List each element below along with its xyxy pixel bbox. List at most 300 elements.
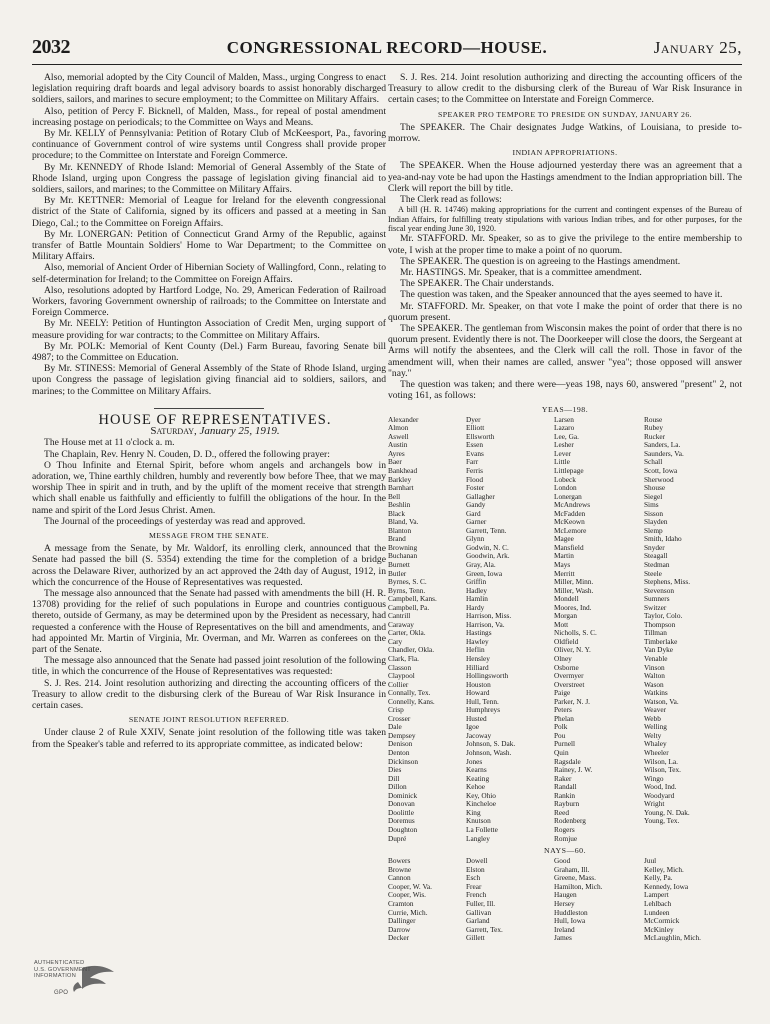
member-name: Lee, Ga. [554, 432, 579, 441]
member-name: Langley [466, 834, 490, 843]
paragraph: The SPEAKER. The Chair understands. [400, 278, 554, 290]
member-name: Cannon [388, 874, 411, 883]
member-name: Jacoway [466, 731, 492, 740]
member-name: Ireland [554, 925, 575, 934]
member-name: Merritt [554, 569, 575, 578]
member-name: Stevenson [644, 586, 674, 595]
stamp-text [34, 960, 91, 980]
member-name: Steagall [644, 552, 668, 561]
senate-message-heading: MESSAGE FROM THE SENATE. [149, 530, 269, 540]
member-name: Sherwood [644, 475, 674, 484]
member-name: Ellsworth [466, 432, 495, 441]
member-name: Keating [466, 774, 490, 783]
member-name: Taylor, Colo. [644, 612, 683, 621]
member-name: Igoe [466, 723, 479, 732]
member-name: Phelan [554, 714, 574, 723]
paragraph: The SPEAKER. The gentleman from Wisconsin makes the point of order that there is no quorum present. Evidently there is not. The Doorkeeper will close the doors, the Sergeant at Arms will notify the absentees, and the Clerk will call the roll. Those in favor of the amendment will, when their names are called, answer "yea"; those opposed will answer "nay." [388, 323, 742, 379]
member-name: Martin [554, 552, 574, 561]
member-name: Young, N. Dak. [644, 808, 690, 817]
member-name: Humphreys [466, 706, 501, 715]
member-name: Darrow [388, 925, 411, 934]
member-name: Classon [388, 663, 412, 672]
joint-resolution-paragraph: Under clause 2 of Rule XXIV, Senate joint resolution of the following title was taken from the Speaker's table and referred to its appropriate committee, as indicated below: [32, 727, 386, 750]
house-title: HOUSE OF REPRESENTATIVES. [98, 411, 332, 428]
paragraph: The Journal of the proceedings of yesterday was read and approved. [44, 515, 306, 527]
member-name: Cary [388, 637, 403, 646]
member-name: Magee [554, 535, 574, 544]
member-name: Welling [644, 723, 667, 732]
petitions-section [32, 72, 386, 397]
member-name: Morgan [554, 612, 577, 621]
paragraph: S. J. Res. 214. Joint resolution authorizing and directing the accounting officers of the Treasury to allow credit to the disbursing clerk of the Bureau of War Risk Insurance in certain cases. [32, 677, 386, 711]
member-name: Dupré [388, 834, 407, 843]
member-name: Doolittle [388, 808, 414, 817]
member-name: McFadden [554, 509, 586, 518]
member-name: Kelly, Pa. [644, 874, 673, 883]
member-name: Connelly, Kans. [388, 697, 435, 706]
member-name: Garrett, Tenn. [466, 526, 507, 535]
member-name: Lehlbach [644, 899, 672, 908]
section-divider [154, 408, 264, 409]
member-name: Walton [644, 672, 665, 681]
paragraph: The Clerk read as follows: [400, 194, 502, 206]
member-name: Campbell, Kans. [388, 595, 437, 604]
paragraph: The SPEAKER. When the House adjourned yesterday there was an agreement that a yea-and-nay vote be had upon the Hastings amendment to the Indian appropriation bill. The Clerk will report the bill by title. [388, 160, 742, 194]
paragraph: The House met at 11 o'clock a. m. [44, 437, 175, 449]
member-name: Stephens, Miss. [644, 578, 691, 587]
nays-heading: NAYS—60. [543, 846, 587, 856]
yeas-heading: YEAS—198. [541, 404, 589, 414]
joint-resolution-heading: SENATE JOINT RESOLUTION REFERRED. [128, 715, 290, 725]
member-name: Kelley, Mich. [644, 865, 684, 874]
member-name: Hersey [554, 899, 575, 908]
indian-appropriations-heading: INDIAN APPROPRIATIONS. [512, 148, 618, 158]
paragraph: The SPEAKER. The Chair designates Judge Watkins, of Louisiana, to preside to-morrow. [388, 121, 742, 145]
session-date-value: January 25, 1919. [199, 425, 280, 438]
member-name: Chandler, Okla. [388, 646, 435, 655]
member-name: Lampert [644, 891, 669, 900]
member-name: Farr [466, 458, 479, 467]
member-name: Oldfield [554, 637, 579, 646]
member-name: Vinson [644, 663, 665, 672]
member-name: Timberlake [644, 637, 678, 646]
member-name: Nicholls, S. C. [554, 629, 597, 638]
member-name: Wood, Ind. [644, 783, 677, 792]
member-name: Essen [466, 441, 484, 450]
member-name: Wason [644, 680, 664, 689]
member-name: Evans [466, 449, 484, 458]
member-name: Bowers [388, 857, 411, 866]
member-name: Mansfield [554, 543, 584, 552]
quorum-debate [388, 233, 742, 401]
member-name: Buchanan [388, 552, 418, 561]
member-name: Fuller, Ill. [466, 899, 496, 908]
member-name: Lobeck [554, 475, 576, 484]
member-name: Rayburn [554, 800, 580, 809]
member-name: Overstreet [554, 680, 585, 689]
member-name: London [554, 484, 577, 493]
paragraph: By Mr. LONERGAN: Petition of Connecticut Grand Army of the Republic, against transfer of Battle Mountain Soldiers' Home to War Department; to the Committee on Military Affairs. [32, 228, 386, 263]
member-name: Moores, Ind. [554, 603, 592, 612]
member-name: Browning [388, 543, 418, 552]
member-name: Stedman [644, 561, 670, 569]
member-name: Miller, Wash. [554, 586, 594, 595]
member-name: Hull, Iowa [554, 917, 586, 926]
paragraph: By Mr. KETTNER: Memorial of League for Ireland for the eleventh congressional district of the State of California, signed by its officers and passed at a meeting in San Diego, Cal.; to the Committee on Foreign Affairs. [32, 195, 386, 229]
member-name: Carter, Okla. [388, 629, 426, 638]
member-name: Reed [554, 808, 569, 817]
member-name: Mays [554, 561, 571, 569]
member-name: McKinley [644, 925, 674, 934]
member-name: Scott, Iowa [644, 466, 678, 475]
senate-message-section [32, 543, 386, 711]
paragraph: By Mr. NEELY: Petition of Huntington Association of Credit Men, urging support of measure providing for war contracts; to the Committee on Military Affairs. [32, 318, 386, 341]
paragraph: O Thou Infinite and Eternal Spirit, before whom angels and archangels bow in adoration, we, Thine earthly children, humbly and reverently bow before Thee, that we may worship Thee in spirit and in truth, and by the uplift of the moment receive that strength which shall enable us faithfully and efficiently to fulfill the obligations of the hour. In the name and spirit of the Lord Jesus Christ. Amen. [32, 459, 386, 516]
member-name: Schall [644, 458, 663, 467]
paragraph: Also, petition of Percy F. Bicknell, of Malden, Mass., for repeal of postal amendment increasing postage on periodicals; to the Committee on Ways and Means. [32, 105, 386, 128]
member-name: Slemp [644, 526, 663, 535]
member-name: Venable [644, 655, 668, 664]
member-name: Hilliard [466, 663, 489, 672]
member-name: Larsen [554, 415, 574, 424]
member-name: Dill [388, 774, 400, 783]
member-name: Lazaro [554, 424, 575, 433]
paragraph: The Chaplain, Rev. Henry N. Couden, D. D., offered the following prayer: [44, 448, 330, 460]
member-name: Webb [644, 714, 661, 723]
paragraph: By Mr. STINESS: Memorial of General Assembly of the State of Rhode Island, urging upon Congress the passage of legislation giving financial aid to soldiers, sailors, and marines; to the Committee on Military Affairs. [32, 363, 386, 397]
member-name: Lever [554, 449, 572, 458]
member-name: McCormick [644, 917, 680, 926]
member-name: Harrison, Miss. [466, 612, 512, 621]
member-name: Kincheloe [466, 800, 496, 809]
member-name: Dale [388, 723, 402, 732]
member-name: Steele [644, 569, 662, 578]
member-name: Almon [388, 424, 409, 433]
header-date: January 25, [653, 38, 742, 57]
member-name: Gard [466, 509, 481, 518]
member-name: Crosser [388, 714, 411, 723]
member-name: Woodyard [644, 791, 675, 800]
member-name: Sanders, La. [644, 441, 681, 450]
member-name: Sumners [644, 595, 670, 604]
member-name: Gandy [466, 501, 486, 510]
member-name: Littlepage [554, 466, 584, 475]
member-name: Gray, Ala. [466, 561, 496, 569]
member-name [644, 835, 742, 844]
member-name: Rainey, J. W. [554, 766, 593, 775]
paragraph: Mr. STAFFORD. Mr. Speaker, on that vote I make the point of order that there is no quorum present. [388, 300, 742, 323]
paragraph: Mr. HASTINGS. Mr. Speaker, that is a committee amendment. [400, 267, 642, 279]
member-name: Tillman [644, 629, 667, 638]
member-name: Hardy [466, 603, 485, 612]
member-name: Hastings [466, 629, 492, 638]
member-name: Garner [466, 518, 487, 527]
paragraph: The message also announced that the Senate had passed joint resolution of the following title, in which the concurrence of the House of Representatives was requested: [32, 655, 386, 678]
member-name: Hamlin [466, 595, 488, 604]
left-column [32, 72, 386, 750]
member-name: Aswell [388, 432, 409, 441]
member-name [644, 826, 742, 835]
member-name: Rouse [644, 415, 663, 424]
member-name: Slayden [644, 518, 668, 527]
paragraph: S. J. Res. 214. Joint resolution authorizing and directing the accounting officers of the Treasury to allow credit to the disbursing clerk of the Bureau of War Risk Insurance in certain cases; to the Committee on Interstate and Foreign Commerce. [388, 72, 742, 106]
member-name: Kehoe [466, 783, 486, 792]
paragraph: Also, memorial of Ancient Order of Hibernian Society of Wallingford, Conn., relating to self-determination for Ireland; to the Committee on Foreign Affairs. [32, 262, 386, 285]
member-name: Harrison, Va. [466, 620, 505, 629]
member-name: Graham, Ill. [554, 865, 590, 874]
member-name: Hensley [466, 655, 490, 664]
member-name: Saunders, Va. [644, 449, 684, 458]
member-name: Young, Tex. [644, 817, 680, 826]
gpo-label: GPO [54, 990, 69, 996]
member-name: King [466, 808, 481, 817]
paragraph: The SPEAKER. The question is on agreeing to the Hastings amendment. [400, 255, 681, 267]
member-name: Rubey [644, 424, 664, 433]
member-name: Foster [466, 484, 485, 493]
member-name: Beshlin [388, 501, 411, 510]
opening-section [32, 437, 386, 527]
member-name: Sisson [644, 509, 664, 518]
member-name: Doremus [388, 817, 415, 826]
member-name: Rankin [554, 791, 576, 800]
member-name: Dowell [466, 857, 488, 866]
member-name: Overmyer [554, 672, 584, 681]
member-name: James [554, 934, 572, 943]
member-name: Wheeler [644, 749, 669, 758]
paragraph: By Mr. KENNEDY of Rhode Island: Memorial of General Assembly of the State of Rhode Island, urging upon Congress the passage of legislation giving financial aid to soldiers, sailors, and marines; to the Committee on Military Affairs. [32, 161, 386, 196]
member-name: Dempsey [388, 731, 416, 740]
member-name: Crisp [388, 706, 404, 715]
member-name: Hull, Tenn. [466, 697, 499, 706]
member-name: Little [554, 458, 570, 467]
member-name: Polk [554, 723, 568, 732]
member-name: Cramton [388, 899, 414, 908]
member-name: Wilson, Tex. [644, 766, 681, 775]
speaker-designation [388, 122, 742, 144]
member-name: Rodenberg [554, 817, 586, 826]
member-name: Raker [554, 774, 572, 783]
member-name: McKeown [554, 518, 585, 527]
member-name: Griffin [466, 578, 487, 587]
member-name: Elliott [466, 424, 485, 433]
member-name: Ferris [466, 466, 484, 475]
member-name: Decker [388, 934, 410, 943]
member-name: Hamilton, Mich. [554, 882, 603, 891]
indian-appropriations-intro [388, 160, 742, 205]
member-name: Clark, Fla. [388, 655, 420, 664]
member-name: Garland [466, 917, 490, 926]
member-name: Romjue [554, 834, 578, 843]
paragraph: The question was taken, and the Speaker announced that the ayes seemed to have it. [400, 289, 723, 301]
member-name: Howard [466, 689, 490, 698]
member-name: Siegel [644, 492, 663, 501]
member-name: Gillett [466, 934, 485, 943]
member-name: Byrnes, S. C. [388, 578, 427, 587]
member-name: Doughton [388, 825, 418, 834]
member-name: Juul [644, 857, 657, 866]
member-name: Greene, Mass. [554, 874, 596, 883]
member-name: Glynn [466, 535, 485, 544]
journal-title: CONGRESSIONAL RECORD—HOUSE. [226, 38, 548, 57]
member-name: Johnson, Wash. [466, 749, 512, 758]
member-name: Butler [388, 569, 407, 578]
member-name: Goodwin, Ark. [466, 552, 510, 561]
member-name: Huddleston [554, 908, 588, 917]
member-name: Dillon [388, 783, 407, 792]
member-name: Baer [388, 458, 402, 467]
member-name: Snyder [644, 543, 665, 552]
member-name: Bankhead [388, 466, 418, 475]
gpo-authentication-stamp [34, 956, 124, 1004]
member-name: Blanton [388, 526, 412, 535]
member-name: Black [388, 509, 406, 518]
member-name: Oliver, N. Y. [554, 646, 591, 655]
member-name: Hadley [466, 586, 488, 595]
member-name: Ragsdale [554, 757, 581, 766]
paragraph: Mr. STAFFORD. Mr. Speaker, so as to give the privilege to the entire membership to vote, I wish at the proper time to make a point of no quorum. [388, 233, 742, 256]
bill-title-text: A bill (H. R. 14746) making appropriations for the current and contingent expenses of the Bureau of Indian Affairs, for fulfilling treaty stipulations with various Indian tribes, and for other purposes, for the fiscal year ending June 30, 1920. [388, 205, 742, 234]
member-name: Paige [554, 689, 571, 698]
member-name: Smith, Idaho [644, 535, 682, 544]
member-name: Dallinger [388, 917, 416, 926]
member-name: Sims [644, 501, 659, 510]
member-name: Watkins [644, 689, 668, 698]
member-name: Brand [388, 535, 406, 544]
member-name: Mott [554, 620, 569, 629]
member-name: Mondell [554, 595, 579, 604]
member-name: Frear [466, 882, 482, 891]
stamp-line: AUTHENTICATED [34, 960, 85, 966]
member-name: Kennedy, Iowa [644, 882, 689, 891]
member-name: Green, Iowa [466, 569, 503, 578]
member-name: Kearns [466, 766, 487, 775]
paragraph: By Mr. KELLY of Pennsylvania: Petition of Rotary Club of McKeesport, Pa., favoring continuance of Government control of wire systems until Congress shall provide proper procedure; to the Committee on Interstate and Foreign Commerce. [32, 128, 386, 162]
member-name: Barkley [388, 475, 412, 484]
member-name: Dyer [466, 415, 481, 424]
member-name: La Follette [466, 825, 498, 834]
member-name: Welty [644, 731, 662, 740]
member-name: Lesher [554, 441, 574, 450]
member-name: Wright [644, 800, 665, 809]
member-name: Elston [466, 865, 485, 874]
member-name: Rucker [644, 432, 666, 441]
member-name: Houston [466, 680, 491, 689]
nays-list [388, 857, 742, 942]
member-name: Bell [388, 492, 401, 501]
member-name: Peters [554, 706, 572, 715]
member-name: French [466, 891, 487, 900]
member-name: Cooper, W. Va. [388, 882, 432, 891]
member-name: Purnell [554, 740, 576, 749]
member-name: Thompson [644, 620, 676, 629]
member-name: Shouse [644, 484, 666, 493]
session-day: Saturday, [150, 425, 197, 438]
paragraph: Also, memorial adopted by the City Council of Malden, Mass., urging Congress to enact legislation requiring draft boards and legal advisory boards to assist honorably discharged soldiers, sailors, and marines to secure employment; to the Committee on Military Affairs. [32, 72, 386, 106]
member-name: Olney [554, 655, 572, 664]
member-name: Weaver [644, 706, 667, 715]
page-header [32, 36, 742, 65]
member-name: Pou [554, 731, 566, 740]
session-date [32, 426, 386, 437]
member-name: Whaley [644, 740, 667, 749]
member-name: Gallagher [466, 492, 495, 501]
member-name: Barnhart [388, 484, 414, 493]
member-name: Burnett [388, 561, 410, 569]
member-name: Gallivan [466, 908, 492, 917]
member-name: Wilson, La. [644, 757, 678, 766]
member-name: Donovan [388, 800, 415, 809]
member-name: Heflin [466, 646, 485, 655]
member-name: Good [554, 857, 571, 866]
paragraph: Also, resolutions adopted by Hartford Lodge, No. 29, American Federation of Railroad Workers, favoring Government ownership of railroads; to the Committee on Interstate and Foreign Commerce. [32, 284, 386, 319]
member-name: Byrns, Tenn. [388, 586, 426, 595]
paragraph: A message from the Senate, by Mr. Waldorf, its enrolling clerk, announced that the Senate had passed the bill (S. 5354) extending the time for the completion of a bridge across the Delaware River, authorized by an act approved the 24th day of August, 1912, in which the concurrence of the House of Representatives was requested. [32, 543, 386, 588]
member-name: Denison [388, 740, 413, 749]
member-name: Dies [388, 766, 402, 775]
member-name: McLaughlin, Mich. [644, 934, 701, 943]
paragraph: The question was taken; and there were—yeas 198, nays 60, answered "present" 2, not voting 161, as follows: [388, 379, 742, 402]
member-name: Ayres [388, 449, 405, 458]
member-name: Campbell, Pa. [388, 603, 430, 612]
yeas-list [388, 416, 742, 843]
member-name: Quin [554, 749, 569, 758]
member-name: Dominick [388, 791, 418, 800]
member-name: Denton [388, 749, 410, 758]
member-name: Van Dyke [644, 646, 673, 655]
member-name: Lonergan [554, 492, 582, 501]
member-name: Caraway [388, 620, 414, 629]
member-name: Wingo [644, 774, 664, 783]
member-name: Esch [466, 874, 481, 883]
member-name: Jones [466, 757, 483, 766]
member-name: Hawley [466, 637, 489, 646]
member-name: Godwin, N. C. [466, 543, 509, 552]
paragraph: The message also announced that the Senate had passed with amendments the bill (H. R. 13708) providing for the relief of such populations in Europe and countries contiguous thereto, outside of Germany, as may be determined upon by the President as necessary, had requested a conference with the House of Representatives on the bill and amendments, and had appointed Mr. Martin of Virginia, Mr. Overman, and Mr. Warren as conferees on the part of the Senate. [32, 587, 386, 655]
joint-resolution-referral [388, 72, 742, 106]
member-name: Connally, Tex. [388, 689, 431, 698]
member-name: Alexander [388, 415, 419, 424]
member-name: Husted [466, 714, 487, 723]
member-name: Claypool [388, 672, 415, 681]
member-name: Osborne [554, 663, 579, 672]
stamp-line: U.S. GOVERNMENT [34, 966, 92, 973]
stamp-line: INFORMATION [34, 973, 77, 979]
member-name: Browne [388, 865, 412, 874]
member-name: Rogers [554, 825, 575, 834]
page-number: 2032 [32, 36, 70, 58]
right-column [388, 72, 742, 943]
paragraph: By Mr. POLK: Memorial of Kent County (Del.) Farm Bureau, favoring Senate bill 4987; to the Committee on Education. [32, 340, 386, 364]
member-name: McLemore [554, 526, 587, 535]
member-name: Cantrill [388, 612, 411, 621]
member-name: Switzer [644, 603, 667, 612]
member-name: Key, Ohio [466, 791, 496, 800]
member-name: Knutson [466, 817, 491, 826]
member-name: Flood [466, 475, 484, 484]
member-name: Cooper, Wis. [388, 891, 426, 900]
member-name: Collier [388, 680, 409, 689]
member-name: Hollingsworth [466, 672, 509, 681]
member-name: McAndrews [554, 501, 591, 510]
speaker-pro-tempore-heading: SPEAKER PRO TEMPORE TO PRESIDE ON SUNDAY, JANUARY 26. [438, 109, 692, 119]
member-name: Currie, Mich. [388, 908, 428, 917]
member-name: Bland, Va. [388, 518, 419, 527]
member-name: Watson, Va. [644, 697, 679, 706]
member-name: Miller, Minn. [554, 578, 594, 587]
member-name: Garrett, Tex. [466, 925, 503, 934]
member-name: Haugen [554, 891, 577, 900]
member-name: Dickinson [388, 757, 418, 766]
